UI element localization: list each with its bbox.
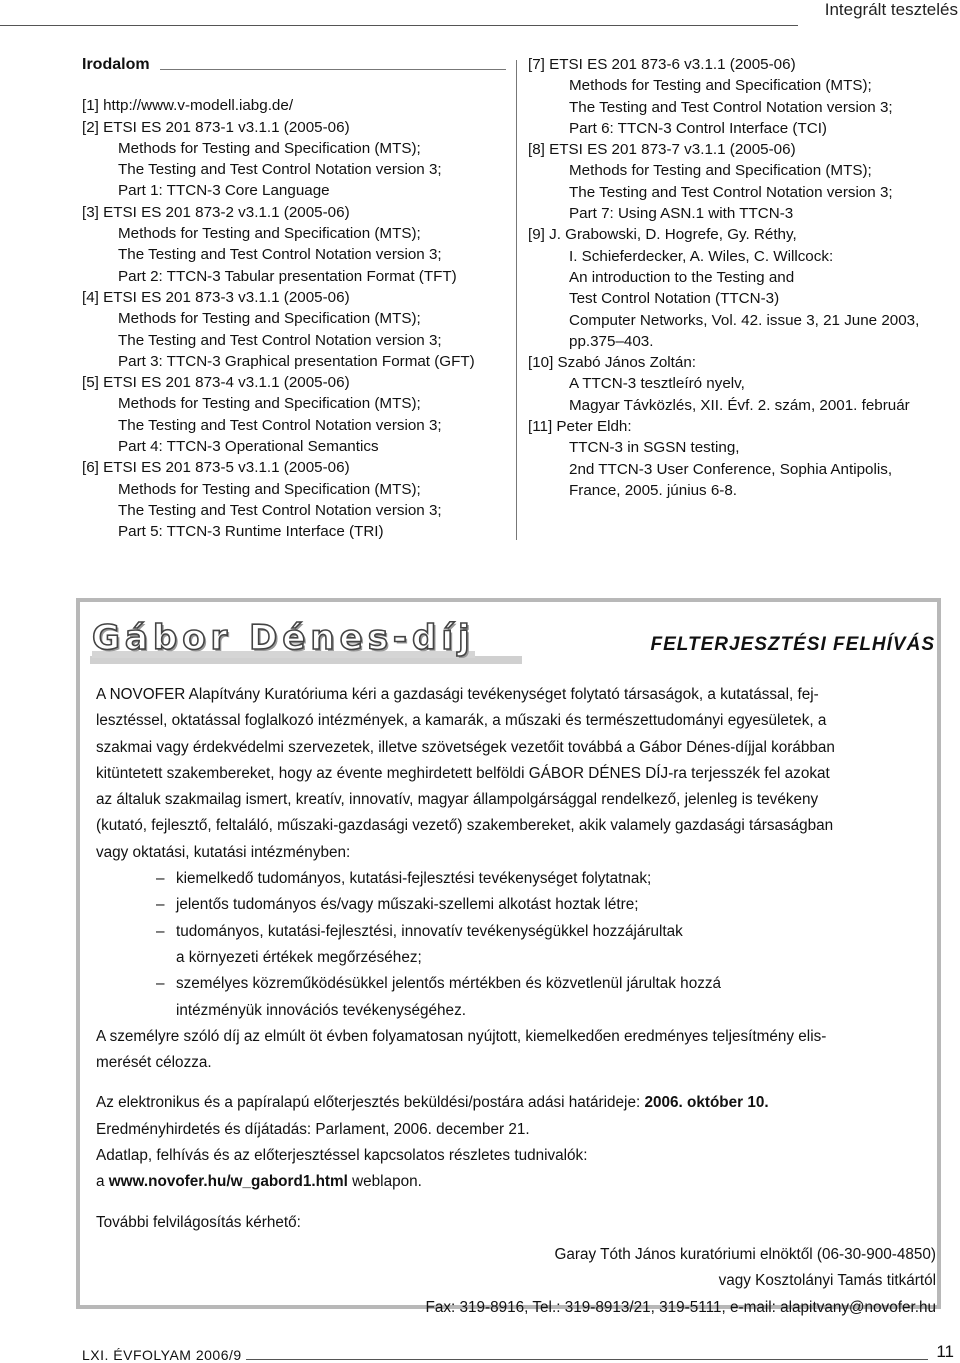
references-left-column [82,54,506,543]
intro-paragraph [96,682,936,866]
reference-detail: A TTCN-3 tesztleíró nyelv, [569,375,745,393]
volume-label: LXI. ÉVFOLYAM 2006/9 [82,1347,242,1363]
criteria-text: intézményük innovációs tevékenységéhez. [176,1001,466,1019]
reference-detail: The Testing and Test Control Notation version 3; [118,416,442,434]
reference-item [528,416,958,501]
web-line: a www.novofer.hu/w_gabord1.html weblapon. [96,1173,422,1191]
criteria-item [96,892,936,918]
closing-paragraph [96,1024,936,1077]
reference-label: [7] ETSI ES 201 873-6 v3.1.1 (2005-06) [528,56,796,73]
reference-detail: 2nd TTCN-3 User Conference, Sophia Antipolis, [569,460,893,478]
running-header: Integrált tesztelés [824,0,958,19]
closing-line: merését célozza. [96,1054,212,1072]
reference-label: [6] ETSI ES 201 873-5 v3.1.1 (2005-06) [82,459,350,477]
reference-detail: Part 7: Using ASN.1 with TTCN-3 [569,205,794,223]
reference-detail: Methods for Testing and Specification (MTS); [569,77,872,95]
reference-detail: Part 3: TTCN-3 Graphical presentation Format (GFT) [118,352,475,370]
criteria-item [96,866,936,892]
reference-detail: The Testing and Test Control Notation version 3; [118,501,442,519]
reference-label: [5] ETSI ES 201 873-4 v3.1.1 (2005-06) [82,374,350,392]
reference-detail: Part 4: TTCN-3 Operational Semantics [118,438,379,456]
intro-line: kitüntetett szakembereket, hogy az évente meghirdetett belföldi GÁBOR DÉNES DÍJ-ra terjesszék fel azokat [96,764,830,782]
dash-marker: – [156,922,165,940]
dash-marker: – [156,870,165,888]
heading-rule [160,69,506,70]
reference-label: [2] ETSI ES 201 873-1 v3.1.1 (2005-06) [82,118,350,136]
references-heading: Irodalom [82,54,506,75]
closing-line: A személyre szóló díj az elmúlt öt évben folyamatosan nyújtott, kiemelkedően eredményes teljesítmény elis- [96,1027,827,1045]
reference-label: [1] http://www.v-modell.iabg.de/ [82,97,294,115]
reference-detail: TTCN-3 in SGSN testing, [569,439,740,457]
intro-line: az általuk szakmailag ismert, kreatív, innovatív, magyar állampolgársággal rendelkező, jelenleg is tevékeny [96,791,819,809]
criteria-text: személyes közreműködésükkel jelentős mértékben és közvetlenül járultak hozzá [176,975,722,993]
reference-detail: Part 6: TTCN-3 Control Interface (TCI) [569,119,827,137]
reference-item [82,95,506,116]
reference-detail: The Testing and Test Control Notation version 3; [118,246,442,264]
reference-item [528,139,958,224]
criteria-list [96,866,936,1024]
reference-label: [10] Szabó János Zoltán: [528,354,697,372]
intro-line: A NOVOFER Alapítvány Kuratóriuma kéri a gazdasági tevékenységet folytató társaságok, a kutatással, fej- [96,686,819,703]
page-number: 11 [936,1342,954,1361]
reference-detail: The Testing and Test Control Notation version 3; [118,161,442,179]
reference-detail: Part 5: TTCN-3 Runtime Interface (TRI) [118,523,384,541]
criteria-item [96,919,936,972]
reference-detail: Methods for Testing and Specification (MTS); [118,139,421,157]
reference-detail: Methods for Testing and Specification (MTS); [118,310,421,328]
criteria-text: a környezeti értékek megőrzéséhez; [176,948,422,966]
reference-label: [4] ETSI ES 201 873-3 v3.1.1 (2005-06) [82,288,350,306]
reference-label: [8] ETSI ES 201 873-7 v3.1.1 (2005-06) [528,141,796,159]
reference-detail: I. Schieferdecker, A. Wiles, C. Willcock: [569,247,834,265]
reference-detail: Part 1: TTCN-3 Core Language [118,182,330,200]
award-title: Gábor Dénes-díj [92,618,475,658]
contact-line: vagy Kosztolányi Tamás titkártól [718,1272,936,1290]
reference-detail: An introduction to the Testing and [569,268,795,286]
reference-list-left [82,95,506,542]
reference-label: [3] ETSI ES 201 873-2 v3.1.1 (2005-06) [82,203,350,221]
announcement-box [76,598,941,1316]
reference-item [528,352,958,416]
contact-block [96,1242,936,1321]
reference-item [528,224,958,352]
reference-detail: Methods for Testing and Specification (MTS); [118,225,421,243]
criteria-text: tudományos, kutatási-fejlesztési, innovatív tevékenységükkel hozzájárultak [176,922,683,940]
reference-item [82,202,506,287]
reference-detail: Computer Networks, Vol. 42. issue 3, 21 June 2003, [569,311,920,329]
criteria-item [96,971,936,1024]
dash-marker: – [156,896,165,914]
web-link[interactable]: www.novofer.hu/w_gabord1.html [108,1173,348,1191]
reference-item [82,372,506,457]
reference-detail: France, 2005. június 6-8. [569,481,738,499]
intro-line: vagy oktatási, kutatási intézményben: [96,843,351,861]
reference-detail: pp.375–403. [569,332,654,350]
reference-detail: The Testing and Test Control Notation version 3; [118,331,442,349]
criteria-text: kiemelkedő tudományos, kutatási-fejlesztési tevékenységet folytatnak; [176,870,652,888]
header-rule [0,25,798,26]
reference-detail: The Testing and Test Control Notation version 3; [569,98,893,116]
reference-item [82,457,506,542]
footer-rule [246,1359,928,1360]
criteria-text: jelentős tudományos és/vagy műszaki-szellemi alkotást hoztak létre; [176,896,639,914]
references-right-column [528,54,958,501]
dash-marker: – [156,975,165,993]
reference-detail: Part 2: TTCN-3 Tabular presentation Format (TFT) [118,267,457,285]
deadline-line: Az elektronikus és a papíralapú előterjesztés beküldési/postára adási határideje: 2006. október 10. [96,1094,769,1112]
reference-detail: Methods for Testing and Specification (MTS); [569,162,872,180]
reference-item [82,117,506,202]
reference-label: [11] Peter Eldh: [528,418,632,436]
datasheet-line: Adatlap, felhívás és az előterjesztéssel kapcsolatos részletes tudnivalók: [96,1147,588,1165]
reference-item [528,54,958,139]
intro-line: szakmai vagy érdekvédelmi szervezetek, illetve szövetségek vezetőit továbbá a Gábor Dénes-díjjal korábban [96,738,835,756]
deadline-date: 2006. október 10. [644,1094,769,1112]
reference-label: [9] J. Grabowski, D. Hogrefe, Gy. Réthy, [528,226,797,244]
announcement-body [96,682,936,1321]
intro-line: lesztéssel, oktatással foglalkozó intézmények, a kamarák, a műszaki és természettudományi egyesületek, a [96,712,827,730]
reference-detail: The Testing and Test Control Notation version 3; [569,183,893,201]
results-line: Eredményhirdetés és díjátadás: Parlament, 2006. december 21. [96,1120,530,1138]
column-divider [516,60,517,540]
reference-detail: Methods for Testing and Specification (MTS); [118,480,421,498]
intro-line: (kutató, fejlesztő, feltaláló, műszaki-gazdasági vezető) szakembereket, akik valamely gazdasági társaságban [96,817,834,835]
contact-line: Fax: 319-8916, Tel.: 319-8913/21, 319-5111, e-mail: alapitvany@novofer.hu [425,1298,936,1316]
reference-item [82,287,506,372]
reference-detail: Methods for Testing and Specification (MTS); [118,395,421,413]
reference-detail: Magyar Távközlés, XII. Évf. 2. szám, 2001. február [569,396,910,414]
contact-line: Garay Tóth János kuratóriumi elnöktől (06-30-900-4850) [554,1245,936,1263]
reference-list-right [528,54,958,501]
info-line: További felvilágosítás kérhető: [96,1213,301,1231]
call-for-nominations: FELTERJESZTÉSI FELHÍVÁS [650,634,935,655]
reference-detail: Test Control Notation (TTCN-3) [569,290,780,308]
